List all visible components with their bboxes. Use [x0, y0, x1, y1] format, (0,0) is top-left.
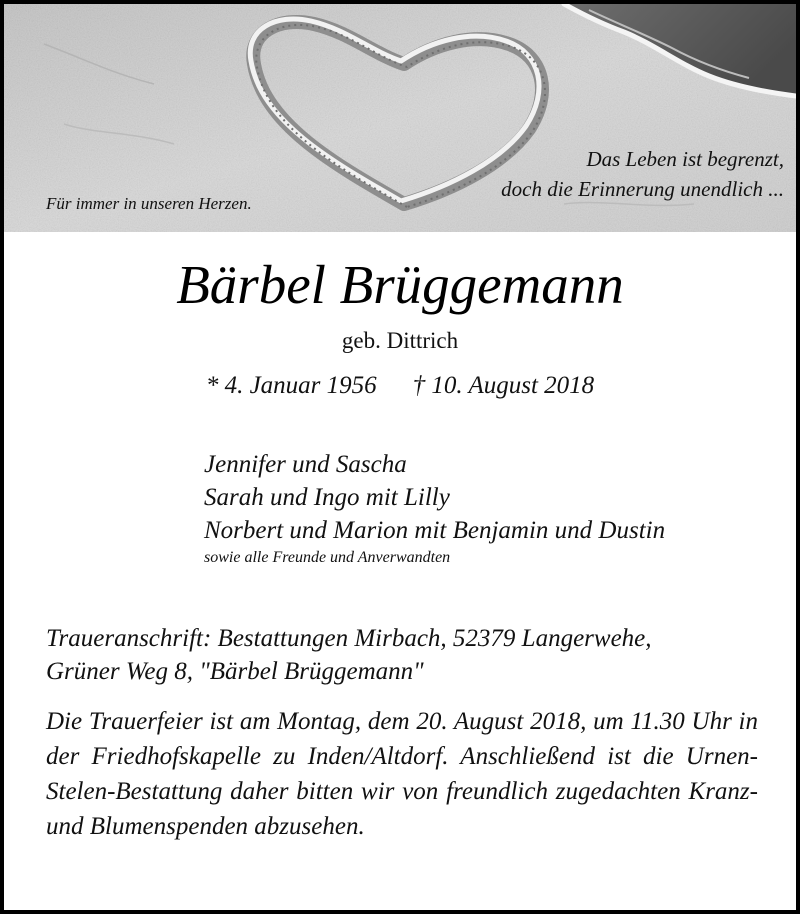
banner-quote-line-2: doch die Erinnerung unendlich ...	[501, 177, 784, 201]
mourning-address	[46, 622, 758, 688]
banner-caption: Für immer in unseren Herzen.	[46, 194, 252, 213]
address-line-2: Grüner Weg 8, "Bärbel Brüggemann"	[46, 658, 424, 685]
mourner-line: Sarah und Ingo mit Lilly	[204, 484, 450, 511]
maiden-name: geb. Dittrich	[341, 328, 459, 353]
life-dates	[4, 370, 796, 402]
address-line-1: Traueranschrift: Bestattungen Mirbach, 52379 Langerwehe,	[46, 625, 652, 652]
deceased-name: Bärbel Brüggemann	[176, 254, 624, 315]
sand-heart-banner	[4, 4, 796, 232]
mourner-line: Jennifer und Sascha	[204, 451, 407, 478]
banner-quote-line-1: Das Leben ist begrenzt,	[586, 147, 784, 171]
ceremony-details: Die Trauerfeier ist am Montag, dem 20. August 2018, um 11.30 Uhr in der Friedhofskapelle zu Inden/Altdorf. Anschließend ist die Urnen-Stelen-Bestattung daher bitten wir von freundlich zugedachten Kranz- und Blumenspenden abzusehen.	[46, 708, 758, 840]
mourners-note: sowie alle Freunde und Anverwandten	[204, 549, 451, 566]
birth-date: * 4. Januar 1956	[205, 372, 377, 399]
mourners-list	[204, 448, 665, 569]
death-date: † 10. August 2018	[412, 372, 595, 399]
banner-quote	[501, 144, 784, 204]
mourner-line: Norbert und Marion mit Benjamin und Dustin	[204, 517, 666, 544]
